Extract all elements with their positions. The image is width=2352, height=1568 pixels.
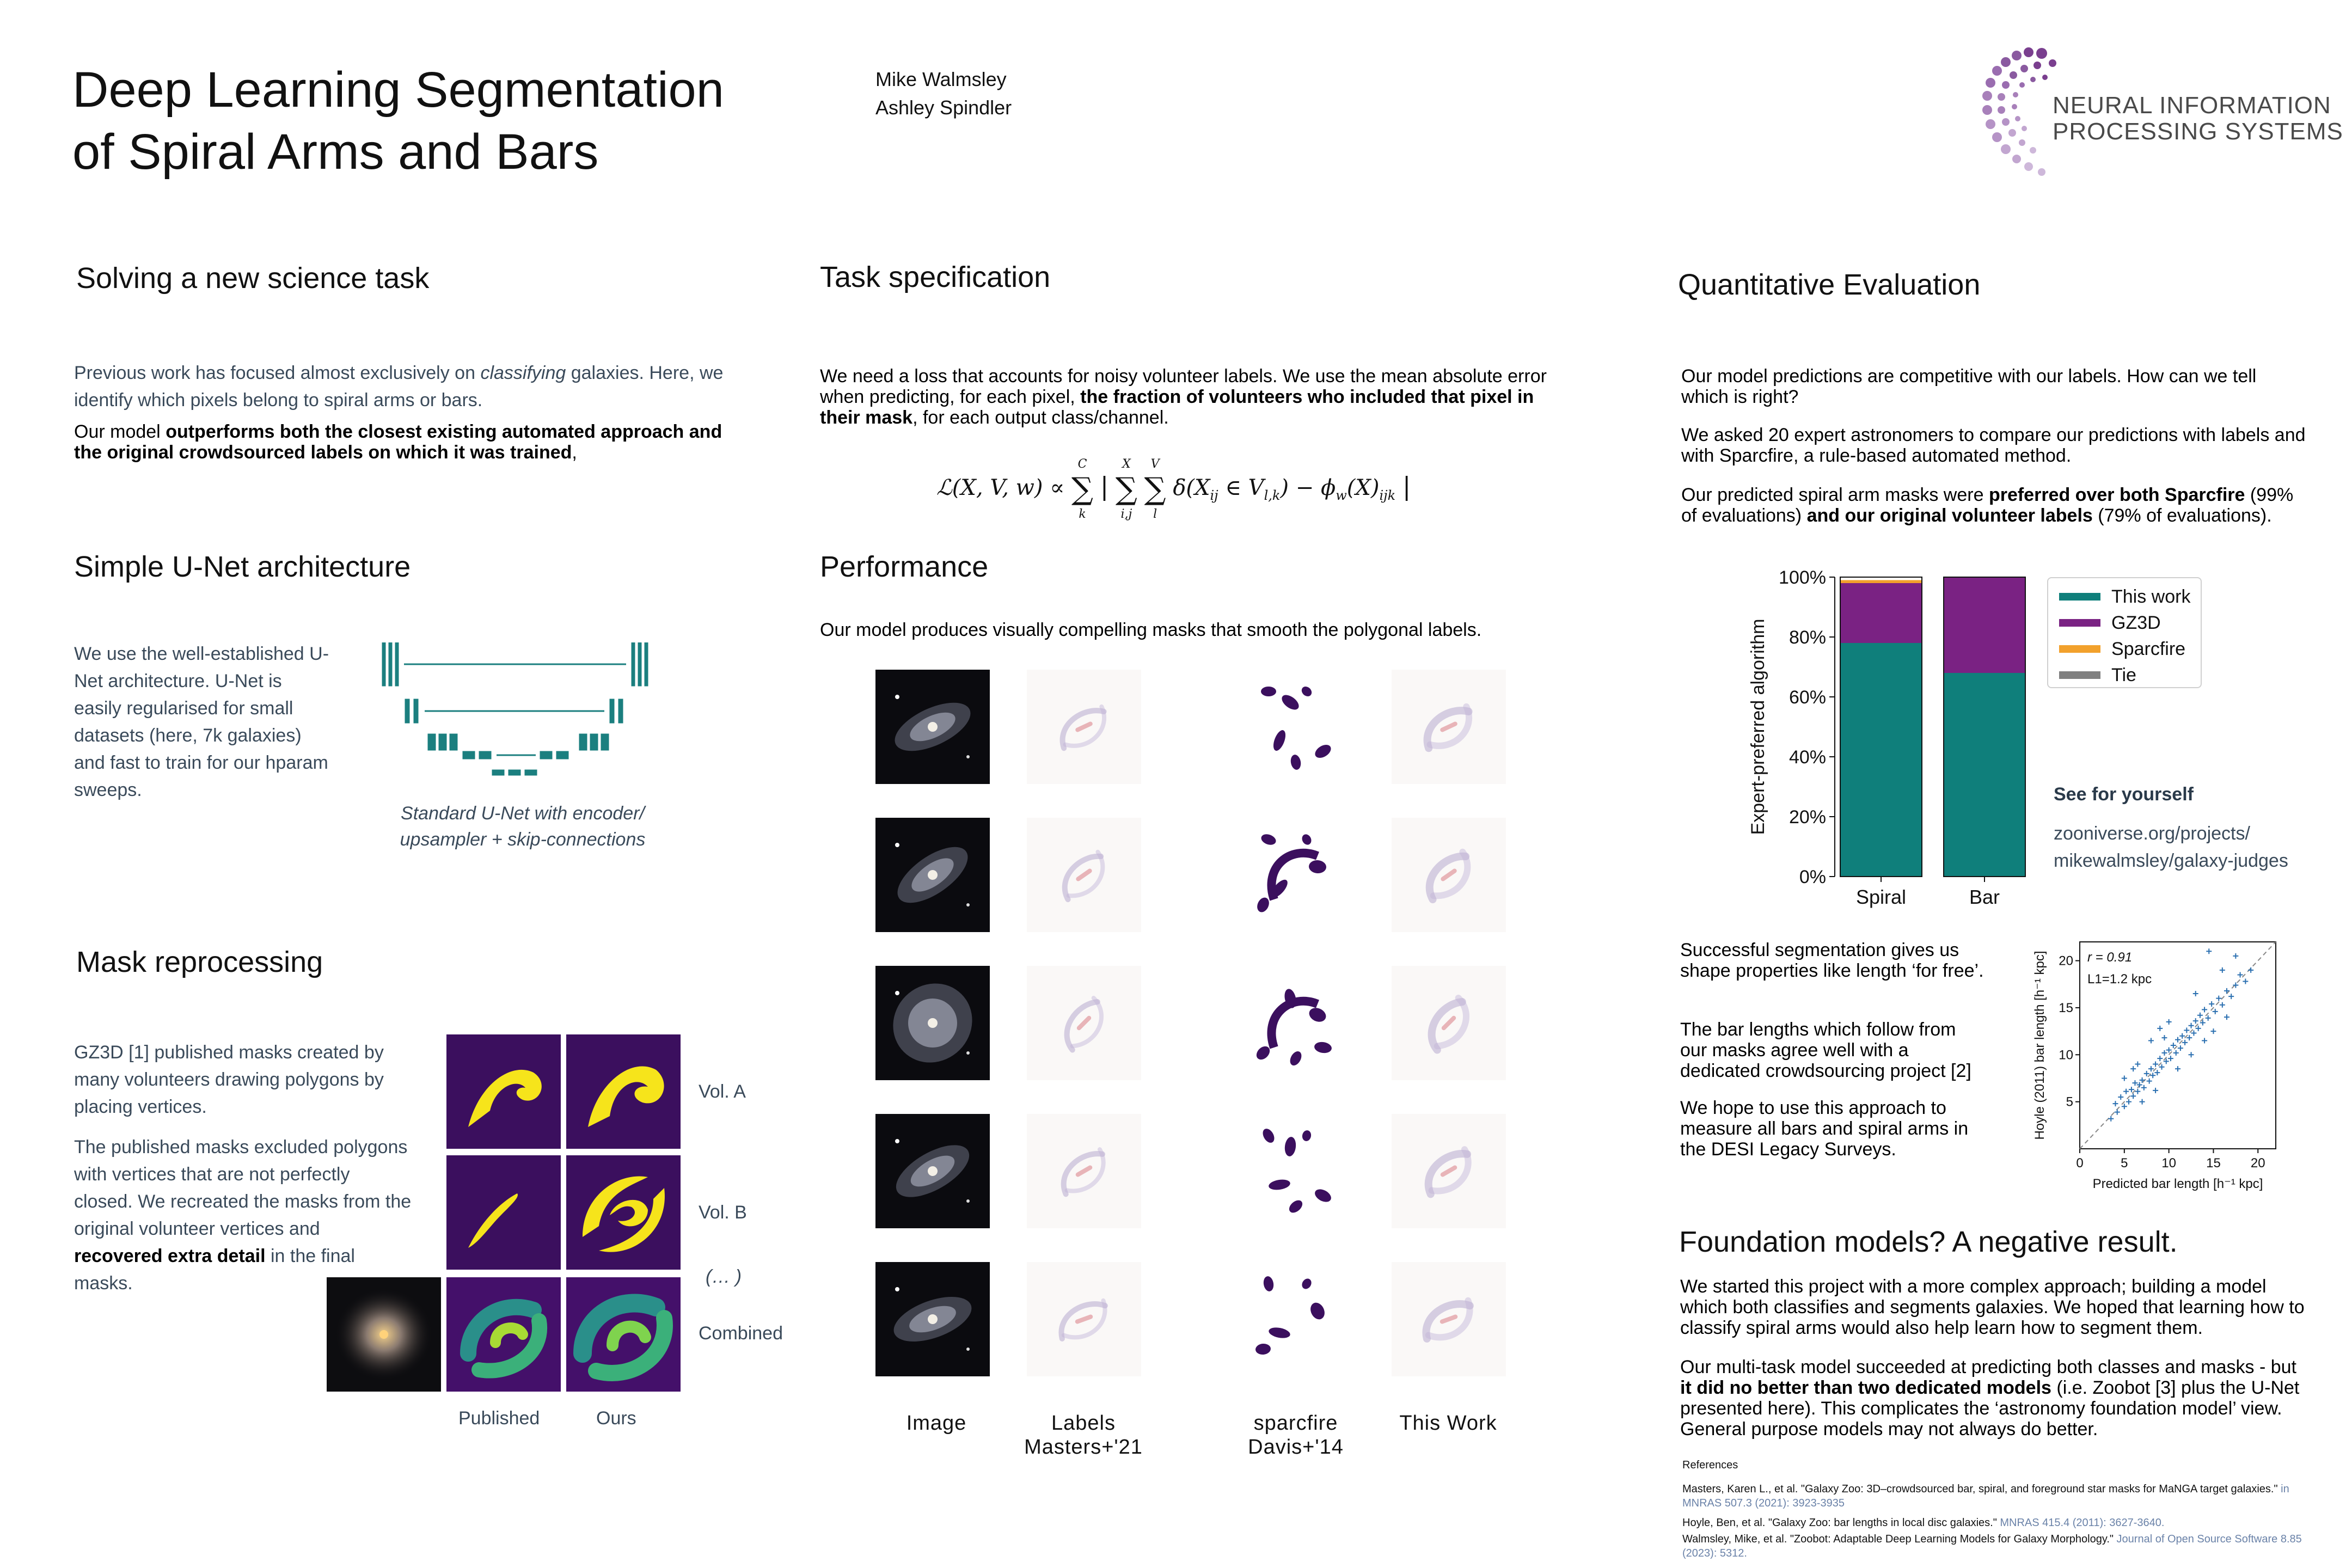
col-sparcfire-l2: Davis+'14 xyxy=(1248,1436,1344,1459)
link-line-1[interactable]: zooniverse.org/projects/ xyxy=(2054,823,2250,844)
y-tick-label: 5 xyxy=(2066,1094,2073,1110)
col-label-ours: Ours xyxy=(596,1408,636,1429)
legend-label: This work xyxy=(2111,586,2191,607)
p1-part-b: galaxies. Here, we identify which pixels belong to spiral arms or bars. xyxy=(74,363,724,411)
title-line-2: of Spiral Arms and Bars xyxy=(72,124,599,180)
caption-line-2: upsampler + skip-connections xyxy=(400,829,646,850)
loss-equation: ℒ(X, V, w) ∝ C ∑ k | X ∑ i,j V ∑ l $\delta(X_{ij}$ ∈ $V_{l,k}) - \phi_w(X)_{ijk}$ | xyxy=(936,457,1411,521)
legend-label: GZ3D xyxy=(2111,612,2161,633)
bar-segment-gz3d xyxy=(1944,577,2025,673)
found-p2-a: Our multi-task model succeeded at predicting both classes and masks - but xyxy=(1680,1357,2296,1377)
author-2: Ashley Spindler xyxy=(875,96,1012,119)
predicted-mask-row-5 xyxy=(1392,1262,1506,1376)
foundation-paragraph-1: We started this project with a more complex approach; building a model which both classifies and segments galaxies. We hoped that learning how to classify spiral arms would also help learn how to segment them. xyxy=(1680,1276,2305,1338)
legend-item xyxy=(2059,612,2161,634)
unet-block xyxy=(395,642,399,686)
foundation-paragraph-2 xyxy=(1680,1357,2306,1440)
task-spec-paragraph xyxy=(820,366,1555,428)
quant-p3-a: Our predicted spiral arm masks were xyxy=(1681,485,1989,505)
task-p-part-a: We need a loss that accounts for noisy volunteer labels. We use the mean absolute error when predicting, for each pixel, xyxy=(820,366,1547,407)
legend-swatch xyxy=(2059,619,2100,627)
perf-col-label-labels xyxy=(1007,1411,1160,1459)
performance-paragraph: Our model produces visually compelling masks that smooth the polygonal labels. xyxy=(820,620,1482,640)
perf-col-label-this-work xyxy=(1372,1411,1524,1435)
row-label-vol-a: Vol. A xyxy=(699,1081,746,1102)
mask-paragraph-1: GZ3D [1] published masks created by many volunteers drawing polygons by placing vertices. xyxy=(74,1042,384,1117)
bar-segment-this-work xyxy=(1944,673,2025,877)
task-p-part-b: , for each output class/channel. xyxy=(912,407,1169,428)
ref3-source[interactable]: Journal of Open Source Software 8.85 (2023): 5312. xyxy=(1682,1533,2302,1559)
chart-legend xyxy=(2047,577,2202,688)
mask-published-vol-a xyxy=(446,1034,561,1149)
col-labels-l2: Masters+'21 xyxy=(1024,1436,1143,1459)
annotation-r: r = 0.91 xyxy=(2087,950,2133,965)
x-tick-label: 10 xyxy=(2161,1156,2176,1171)
ref1-source[interactable]: in MNRAS 507.3 (2021): 3923-3935 xyxy=(1682,1483,2289,1509)
logo-line-2: PROCESSING SYSTEMS xyxy=(2053,118,2343,145)
mask-ours-combined xyxy=(566,1277,681,1392)
galaxy-image-row-3 xyxy=(875,966,990,1080)
mask-ours-vol-b xyxy=(566,1155,681,1270)
ref2-source[interactable]: MNRAS 415.4 (2011): 3627-3640. xyxy=(1996,1517,2165,1529)
mask-published-vol-b xyxy=(446,1155,561,1270)
section-heading-foundation: Foundation models? A negative result. xyxy=(1679,1226,2178,1258)
x-tick-label: 0 xyxy=(2076,1156,2084,1171)
predicted-mask-row-3 xyxy=(1392,966,1506,1080)
quant-p3-bold2: and our original volunteer labels xyxy=(1806,505,2093,526)
unet-block xyxy=(638,642,641,686)
p2-bold: outperforms both the closest existing automated approach and the original crowdsourced labels on which it was trained xyxy=(74,421,722,463)
x-tick-label: 5 xyxy=(2121,1156,2128,1171)
x-axis-label: Predicted bar length [h⁻¹ kpc] xyxy=(2092,1177,2263,1191)
label-mask-row-2 xyxy=(1027,818,1141,932)
ref3-text: Walmsley, Mike, et al. "Zoobot: Adaptable Deep Learning Models for Galaxy Morphology." xyxy=(1682,1533,2114,1545)
section-heading-science-task: Solving a new science task xyxy=(76,262,430,295)
link-line-2[interactable]: mikewalmsley/galaxy-judges xyxy=(2054,850,2288,871)
y-tick-label: 0% xyxy=(1799,867,1826,887)
annotation-l1: L1=1.2 kpc xyxy=(2087,972,2152,987)
reference-3 xyxy=(1682,1532,2325,1560)
references-heading: References xyxy=(1682,1459,1738,1471)
section-heading-performance: Performance xyxy=(820,550,989,583)
legend-item xyxy=(2059,586,2190,608)
science-task-paragraph-2 xyxy=(74,421,738,463)
row-label-ellipsis: (… ) xyxy=(706,1266,742,1287)
y-tick-label: 10 xyxy=(2059,1048,2073,1063)
x-tick-label: 20 xyxy=(2250,1156,2265,1171)
neurips-logo-text xyxy=(2053,93,2343,145)
x-tick-label: Bar xyxy=(1969,886,2000,908)
quant-paragraph-1: Our model predictions are competitive with our labels. How can we tell which is right? xyxy=(1681,366,2257,407)
author-list xyxy=(875,65,1012,122)
col-labels-l1: Labels xyxy=(1051,1412,1116,1435)
col-label-published: Published xyxy=(458,1408,540,1429)
legend-item xyxy=(2059,638,2185,660)
perf-col-label-sparcfire xyxy=(1220,1411,1372,1459)
row-label-vol-b: Vol. B xyxy=(699,1202,747,1223)
ref1-text: Masters, Karen L., et al. "Galaxy Zoo: 3D–crowdsourced bar, spiral, and foreground star masks for MaNGA target galaxies." xyxy=(1682,1483,2278,1495)
p1-emphasis: classifying xyxy=(480,363,566,383)
quant-paragraph-3 xyxy=(1681,485,2307,526)
predicted-mask-row-2 xyxy=(1392,818,1506,932)
unet-block xyxy=(382,642,385,686)
sparcfire-mask-row-3 xyxy=(1241,966,1356,1080)
bar-length-paragraph-2: The bar lengths which follow from our masks agree well with a dedicated crowdsourcing project [2] xyxy=(1680,1019,1971,1081)
predicted-mask-row-1 xyxy=(1392,670,1506,784)
galaxy-image-row-1 xyxy=(875,670,990,784)
y-tick-label: 80% xyxy=(1788,627,1826,648)
logo-line-1: NEURAL INFORMATION xyxy=(2053,92,2331,119)
label-mask-row-1 xyxy=(1027,670,1141,784)
y-tick-label: 100% xyxy=(1779,567,1826,588)
perf-col-label-image xyxy=(877,1411,996,1435)
sparcfire-mask-row-4 xyxy=(1241,1114,1356,1228)
p2-part-a: Our model xyxy=(74,421,166,442)
sparcfire-mask-row-5 xyxy=(1241,1262,1356,1376)
see-yourself-heading: See for yourself xyxy=(2054,784,2194,805)
col-image-l1: Image xyxy=(906,1412,967,1435)
science-task-paragraph-1 xyxy=(74,359,733,414)
quant-p3-bold1: preferred over both Sparcfire xyxy=(1988,485,2245,505)
galaxy-image-mask-example xyxy=(327,1277,441,1392)
unet-caption xyxy=(376,800,670,853)
found-p2-b: (i.e. Zoobot [3] plus the U-Net presented here). This complicates the ‘astronomy foundation model’ view. General purpose models may not always do better. xyxy=(1680,1377,2300,1440)
label-mask-row-5 xyxy=(1027,1262,1141,1376)
reference-1 xyxy=(1682,1482,2325,1510)
bar-segment-this-work xyxy=(1840,643,1922,877)
title-line-1: Deep Learning Segmentation xyxy=(72,62,724,118)
galaxy-image-row-2 xyxy=(875,818,990,932)
sparcfire-mask-row-2 xyxy=(1241,818,1356,932)
mask-p2-part-a: The published masks excluded polygons with vertices that are not perfectly closed. We recreated the masks from the original volunteer vertices and xyxy=(74,1137,412,1239)
col-thiswork-l1: This Work xyxy=(1399,1412,1497,1435)
bar-length-scatter xyxy=(2031,931,2292,1203)
predicted-mask-row-4 xyxy=(1392,1114,1506,1228)
legend-label: Tie xyxy=(2111,664,2136,685)
p1-part-a: Previous work has focused almost exclusively on xyxy=(74,363,481,383)
mask-p2-bold: recovered extra detail xyxy=(74,1246,266,1266)
bar-segment-sparcfire xyxy=(1840,580,1922,584)
section-heading-unet: Simple U-Net architecture xyxy=(74,550,411,583)
sparcfire-mask-row-1 xyxy=(1241,670,1356,784)
mask-ours-vol-a xyxy=(566,1034,681,1149)
legend-item xyxy=(2059,664,2136,686)
ref2-text: Hoyle, Ben, et al. "Galaxy Zoo: bar lengths in local disc galaxies." xyxy=(1682,1517,1997,1529)
unet-block xyxy=(389,642,392,686)
found-p2-bold: it did no better than two dedicated models xyxy=(1680,1377,2051,1398)
caption-line-1: Standard U-Net with encoder/ xyxy=(401,803,645,824)
col-sparcfire-l1: sparcfire xyxy=(1253,1412,1338,1435)
quant-p3-b: (99% of evaluations) xyxy=(1681,485,2294,526)
unet-paragraph: We use the well-established U-Net architecture. U-Net is easily regularised for small datasets (here, 7k galaxies) and fast to train for our hparam sweeps. xyxy=(74,644,329,800)
legend-swatch xyxy=(2059,671,2100,679)
x-tick-label: 15 xyxy=(2206,1156,2221,1171)
galaxy-image-row-4 xyxy=(875,1114,990,1228)
reference-2 xyxy=(1682,1516,2325,1530)
bar-length-paragraph-3: We hope to use this approach to measure all bars and spiral arms in the DESI Legacy Surveys. xyxy=(1680,1098,1969,1160)
bar-segment-gz3d xyxy=(1840,583,1922,643)
neurips-logo-icon xyxy=(1976,44,2063,196)
y-axis-label: Hoyle (2011) bar length [h⁻¹ kpc] xyxy=(2032,951,2047,1140)
x-tick-label: Spiral xyxy=(1855,886,1907,908)
galaxy-image-row-5 xyxy=(875,1262,990,1376)
section-heading-quant-eval: Quantitative Evaluation xyxy=(1678,268,1981,301)
unet-block xyxy=(645,642,648,686)
section-heading-task-spec: Task specification xyxy=(820,261,1051,293)
mask-published-combined xyxy=(446,1277,561,1392)
y-tick-label: 15 xyxy=(2059,1000,2073,1015)
section-heading-mask-reprocessing: Mask reprocessing xyxy=(76,946,323,978)
row-label-combined: Combined xyxy=(699,1323,783,1344)
y-axis-label: Expert-preferred algorithm xyxy=(1748,618,1768,835)
author-1: Mike Walmsley xyxy=(875,68,1007,90)
quant-paragraph-2: We asked 20 expert astronomers to compare our predictions with labels and with Sparcfire, a rule-based automated method. xyxy=(1681,425,2306,466)
y-tick-label: 60% xyxy=(1788,687,1826,708)
legend-swatch xyxy=(2059,645,2100,653)
label-mask-row-3 xyxy=(1027,966,1141,1080)
legend-label: Sparcfire xyxy=(2111,638,2186,659)
mask-paragraph-2 xyxy=(74,1134,412,1297)
see-yourself-link[interactable] xyxy=(2054,820,2326,874)
unet-block xyxy=(632,642,635,686)
mask-p2-part-b: in the final masks. xyxy=(74,1246,355,1294)
y-tick-label: 40% xyxy=(1788,747,1826,768)
y-tick-label: 20 xyxy=(2059,953,2073,969)
y-tick-label: 20% xyxy=(1788,807,1826,828)
poster-title xyxy=(72,59,724,183)
task-p-bold: the fraction of volunteers who included that pixel in their mask xyxy=(820,387,1534,428)
p2-part-b: , xyxy=(572,442,577,463)
label-mask-row-4 xyxy=(1027,1114,1141,1228)
quant-p3-c: (79% of evaluations). xyxy=(2092,505,2272,526)
legend-swatch xyxy=(2059,593,2100,601)
unet-diagram-icon xyxy=(376,642,659,779)
bar-length-paragraph-1: Successful segmentation gives us shape properties like length ‘for free’. xyxy=(1680,940,1984,981)
